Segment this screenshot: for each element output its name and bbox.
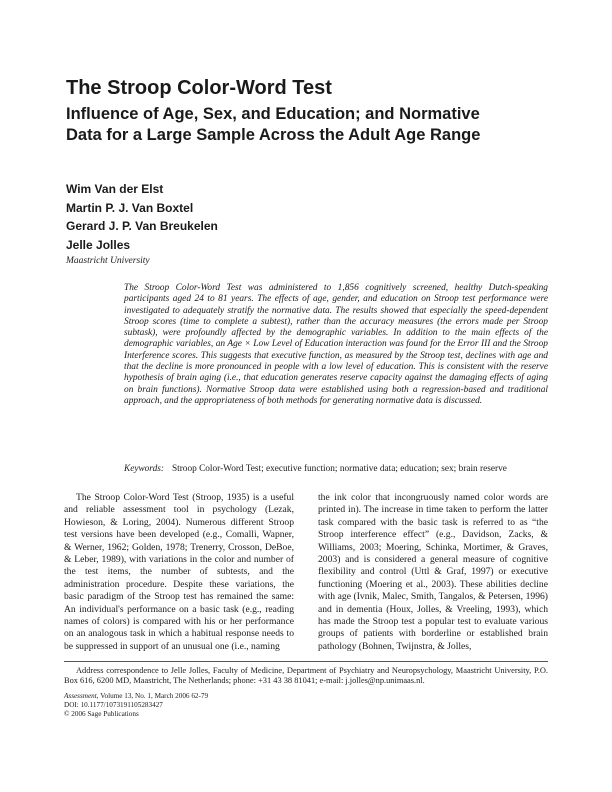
affiliation: Maastricht University [66,256,150,266]
abstract: The Stroop Color-Word Test was administered to 1,856 cognitively screened, healthy Dutch-speaking participants aged 24 to 81 years. The effects of age, gender, and education on Stroop test performance were investigated to adequately stratify the normative data. The results showed that especially the speed-dependent Stroop scores (time to complete a subtest), rather than the accuracy measures (the errors made per Stroop subtask), were profoundly affected by the demographic variables. In addition to the main effects of the demographic variables, an Age × Low Level of Education interaction was found for the Error III and the Stroop Interference scores. This suggests that executive function, as measured by the Stroop test, declines with age and that the decline is more pronounced in people with a low level of education. This is consistent with the reserve hypothesis of brain aging (i.e., that education generates reserve capacity against the damaging effects of aging on brain functions). Normative Stroop data were established using both a regression-based and traditional approach, and the appropriateness of both methods for generating normative data is discussed. [124,283,548,406]
volume-info: Volume 13, No. 1, March 2006 62-79 [100,692,209,700]
journal-name: Assessment, [64,692,99,700]
body-column-left: The Stroop Color-Word Test (Stroop, 1935) is a useful and reliable assessment tool in psychology (Lezak, Howieson, & Loring, 2004). Numerous different Stroop test versions have been developed (e.g., Comalli, Wapner, & Werner, 1962; Golden, 1978; Trenerry, Crosson, DeBoe, & Leber, 1989), with variations in the color and number of the test items, the number of subtests, and the administration procedure. Despite these variations, the basic paradigm of the Stroop test has remained the same: An individual's performance on a basic task (e.g., reading names of colors) is compared with his or her performance on an analogous task in which a habitual response needs to be suppressed in support of an unusual one (i.e., naming [64,492,294,652]
article-title: The Stroop Color-Word Test [66,77,332,99]
subtitle-line-2: Data for a Large Sample Across the Adult Age Range [66,126,481,144]
doi: DOI: 10.1177/1073191105283427 [64,700,163,709]
keywords-label: Keywords: [124,464,164,474]
publication-info [64,692,208,718]
body-column-right: the ink color that incongruously named color words are printed in). The increase in time taken to perform the latter task compared with the basic task is referred to as “the Stroop interference effect” (e.g., Davidson, Zacks, & Williams, 2003; Moering, Schinka, Mortimer, & Graves, 2003) and is considered a general measure of cognitive flexibility and control (Uttl & Graf, 1997) or executive functioning (Moering et al., 2003). These abilities decline with age (Ivnik, Malec, Smith, Tangalos, & Petersen, 1996) and in dementia (Houx, Jolles, & Vreeling, 1993), which has made the Stroop test a popular test to evaluate various groups of patients with borderline or established brain pathology (Bohnen, Twijnstra, & Jolles, [318,492,548,652]
author-name: Wim Van der Elst [66,182,164,196]
footnote-divider [64,661,548,662]
journal-citation [64,692,208,701]
article-subtitle [66,104,566,146]
author-block [66,180,218,267]
keywords [124,463,554,475]
author-name: Jelle Jolles [66,237,131,252]
copyright: © 2006 Sage Publications [64,709,139,718]
keywords-list: Stroop Color-Word Test; executive function; normative data; education; sex; brain reserve [171,464,507,474]
author-name: Martin P. J. Van Boxtel [66,200,194,215]
subtitle-line-1: Influence of Age, Sex, and Education; and Normative [66,105,480,123]
author-name: Gerard J. P. Van Breukelen [66,219,218,233]
correspondence-footnote: Address correspondence to Jelle Jolles, Faculty of Medicine, Department of Psychiatry and Neuropsychology, Maastricht University, P.O. Box 616, 6200 MD, Maastricht, The Netherlands; phone: +31 43 38 81041; e-mail: j.jolles@np.unimaas.nl. [64,666,548,686]
